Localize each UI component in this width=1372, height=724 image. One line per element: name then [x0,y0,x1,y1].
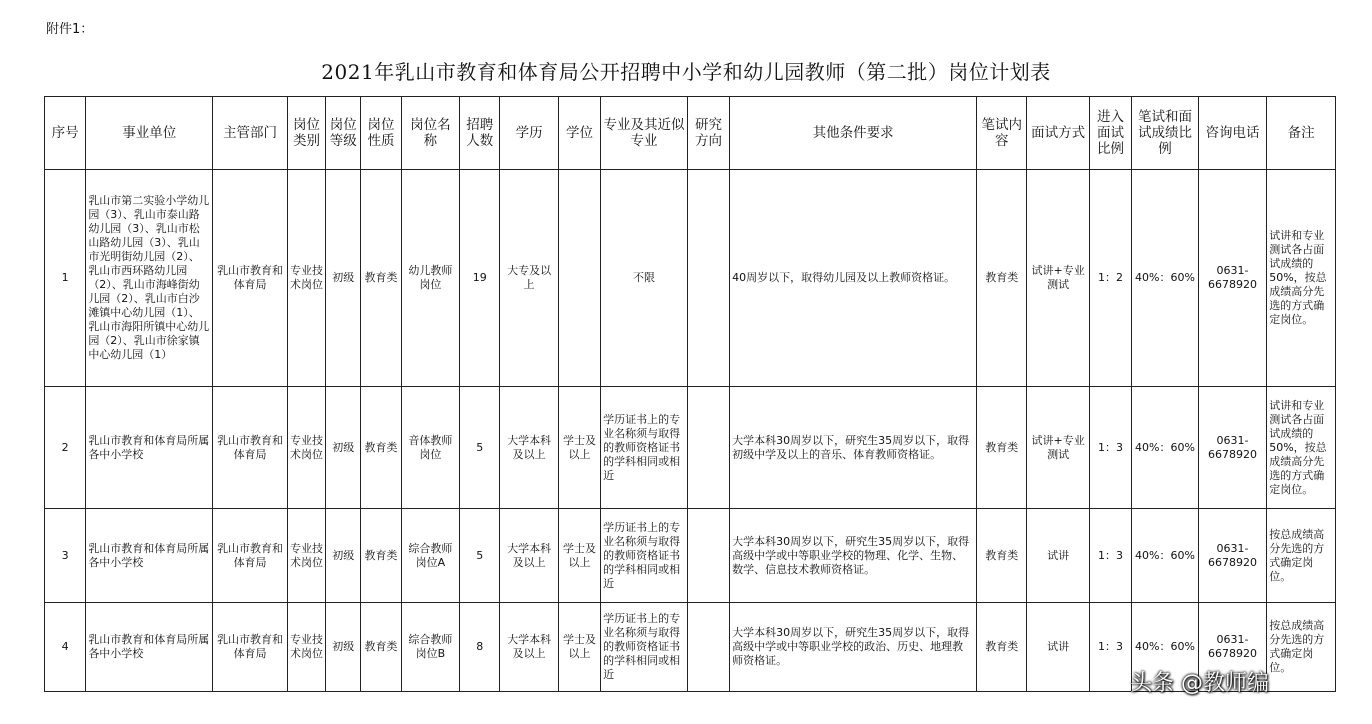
header-cell: 咨询电话 [1198,97,1267,170]
research-cell [687,509,729,603]
unit-cell: 乳山市教育和体育局所属各中小学校 [86,387,213,509]
phone-cell: 0631-6678920 [1198,603,1267,692]
nature-cell: 教育类 [361,170,401,387]
weights-cell: 40%：60% [1132,170,1199,387]
header-cell: 招聘人数 [460,97,500,170]
research-cell [687,170,729,387]
major-cell: 学历证书上的专业名称须与取得的教师资格证书的学科相同或相近 [601,603,688,692]
interview-cell: 试讲+专业测试 [1027,387,1089,509]
interview-cell: 试讲 [1027,509,1089,603]
header-cell: 备注 [1267,97,1336,170]
major-cell: 学历证书上的专业名称须与取得的教师资格证书的学科相同或相近 [601,509,688,603]
phone-cell: 0631-6678920 [1198,509,1267,603]
count-cell: 8 [460,603,500,692]
note-cell: 试讲和专业测试各占面试成绩的50%，按总成绩高分先选的方式确定岗位。 [1267,387,1336,509]
header-cell: 学位 [558,97,600,170]
header-cell: 学历 [500,97,558,170]
header-cell: 岗位类别 [287,97,325,170]
header-cell: 笔试内容 [977,97,1027,170]
table-header-row [45,97,1336,170]
unit-cell: 乳山市第二实验小学幼儿园（3）、乳山市泰山路幼儿园（3）、乳山市松山路幼儿园（3）、乳山市光明街幼儿园（2）、乳山市西环路幼儿园（2）、乳山市海峰街幼儿园（2）、乳山市白沙滩镇中心幼儿园（1）、乳山市海阳所镇中心幼儿园（2）、乳山市徐家镇中心幼儿园（1） [86,170,213,387]
category-cell: 专业技术岗位 [287,170,325,387]
major-cell: 学历证书上的专业名称须与取得的教师资格证书的学科相同或相近 [601,387,688,509]
document-title: 2021年乳山市教育和体育局公开招聘中小学和幼儿园教师（第二批）岗位计划表 [321,60,1051,84]
header-cell: 岗位性质 [361,97,401,170]
interview-cell: 试讲+专业测试 [1027,170,1089,387]
ratio-cell: 1：3 [1089,387,1131,509]
education-cell: 大专及以上 [500,170,558,387]
ratio-cell: 1：2 [1089,170,1131,387]
category-cell: 专业技术岗位 [287,387,325,509]
degree-cell [558,170,600,387]
header-cell: 研究方向 [687,97,729,170]
seq-cell: 2 [45,387,86,509]
research-cell [687,387,729,509]
exam-cell: 教育类 [977,170,1027,387]
exam-cell: 教育类 [977,509,1027,603]
header-cell: 岗位名称 [401,97,459,170]
header-cell: 主管部门 [213,97,288,170]
level-cell: 初级 [326,509,361,603]
exam-cell: 教育类 [977,603,1027,692]
watermark-text: 头条 @教师编 [1130,671,1269,696]
note-cell: 按总成绩高分先选的方式确定岗位。 [1267,509,1336,603]
major-cell: 不限 [601,170,688,387]
education-cell: 大学本科及以上 [500,387,558,509]
header-cell: 专业及其近似专业 [601,97,688,170]
requirements-cell: 大学本科30周岁以下，研究生35周岁以下，取得初级中学及以上的音乐、体育教师资格证。 [730,387,977,509]
post-cell: 音体教师岗位 [401,387,459,509]
weights-cell: 40%：60% [1132,509,1199,603]
ratio-cell: 1：3 [1089,603,1131,692]
header-cell: 岗位等级 [326,97,361,170]
dept-cell: 乳山市教育和体育局 [213,603,288,692]
nature-cell: 教育类 [361,603,401,692]
education-cell: 大学本科及以上 [500,509,558,603]
header-cell: 序号 [45,97,86,170]
degree-cell: 学士及以上 [558,603,600,692]
count-cell: 5 [460,387,500,509]
post-cell: 综合教师岗位A [401,509,459,603]
note-cell: 试讲和专业测试各占面试成绩的50%，按总成绩高分先选的方式确定岗位。 [1267,170,1336,387]
header-cell: 面试方式 [1027,97,1089,170]
header-cell: 其他条件要求 [730,97,977,170]
post-cell: 幼儿教师岗位 [401,170,459,387]
category-cell: 专业技术岗位 [287,603,325,692]
dept-cell: 乳山市教育和体育局 [213,509,288,603]
exam-cell: 教育类 [977,387,1027,509]
nature-cell: 教育类 [361,387,401,509]
degree-cell: 学士及以上 [558,509,600,603]
weights-cell: 40%：60% [1132,603,1199,692]
recruitment-plan-table [44,96,1336,692]
table-row [45,170,1336,387]
nature-cell: 教育类 [361,509,401,603]
category-cell: 专业技术岗位 [287,509,325,603]
attachment-label: 附件1： [46,22,94,37]
phone-cell: 0631-6678920 [1198,170,1267,387]
unit-cell: 乳山市教育和体育局所属各中小学校 [86,509,213,603]
note-cell: 按总成绩高分先选的方式确定岗位。 [1267,603,1336,692]
table-row [45,387,1336,509]
header-cell: 进入面试比例 [1089,97,1131,170]
post-cell: 综合教师岗位B [401,603,459,692]
degree-cell: 学士及以上 [558,387,600,509]
count-cell: 19 [460,170,500,387]
phone-cell: 0631-6678920 [1198,387,1267,509]
level-cell: 初级 [326,170,361,387]
seq-cell: 1 [45,170,86,387]
level-cell: 初级 [326,603,361,692]
requirements-cell: 大学本科30周岁以下，研究生35周岁以下，取得高级中学或中等职业学校的物理、化学、生物、数学、信息技术教师资格证。 [730,509,977,603]
header-cell: 笔试和面试成绩比例 [1132,97,1199,170]
seq-cell: 4 [45,603,86,692]
seq-cell: 3 [45,509,86,603]
count-cell: 5 [460,509,500,603]
unit-cell: 乳山市教育和体育局所属各中小学校 [86,603,213,692]
requirements-cell: 40周岁以下，取得幼儿园及以上教师资格证。 [730,170,977,387]
level-cell: 初级 [326,387,361,509]
weights-cell: 40%：60% [1132,387,1199,509]
research-cell [687,603,729,692]
requirements-cell: 大学本科30周岁以下，研究生35周岁以下，取得高级中学或中等职业学校的政治、历史、地理教师资格证。 [730,603,977,692]
ratio-cell: 1：3 [1089,509,1131,603]
dept-cell: 乳山市教育和体育局 [213,170,288,387]
dept-cell: 乳山市教育和体育局 [213,387,288,509]
header-cell: 事业单位 [86,97,213,170]
table-row [45,509,1336,603]
education-cell: 大学本科及以上 [500,603,558,692]
interview-cell: 试讲 [1027,603,1089,692]
